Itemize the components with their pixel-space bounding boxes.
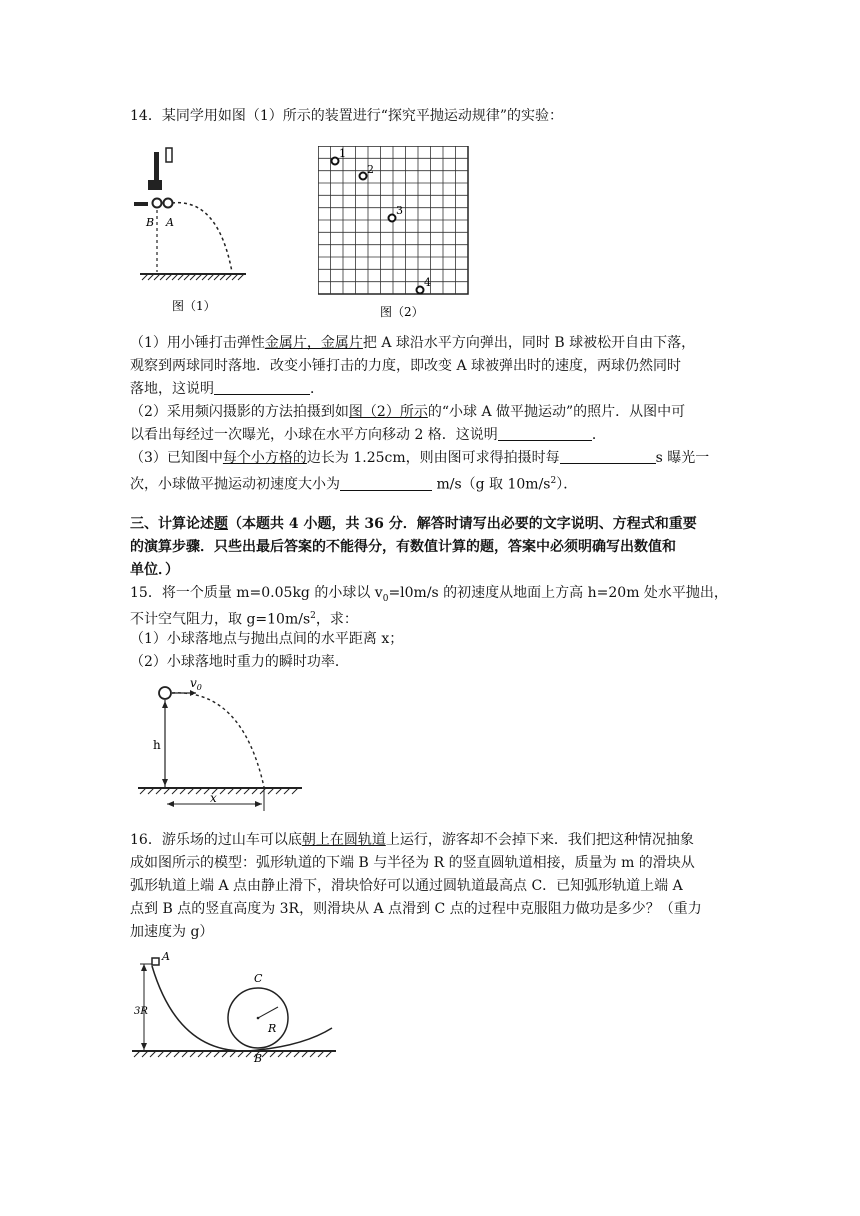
answer-blank[interactable] [498, 426, 592, 441]
fig1-label-b: B [146, 216, 155, 229]
fig2-point-4: 4 [424, 276, 431, 289]
q14-stem: 14．某同学用如图（1）所示的装置进行“探究平抛运动规律”的实验： [130, 108, 564, 124]
answer-blank[interactable] [214, 380, 310, 395]
section-3-heading-line1: 三、计算论述题（本题共 4 小题，共 36 分．解答时请写出必要的文字说明、方程式和重要 [130, 516, 697, 532]
q15-line2: 不计空气阻力，取 $g=10m/s^2$，求： [130, 611, 358, 628]
q16-figure [130, 950, 340, 1070]
fig2-point-2: 2 [367, 163, 374, 176]
answer-blank[interactable] [560, 449, 656, 464]
q16-point-a: A [162, 950, 170, 963]
q16-height-3r: 3R [134, 1006, 148, 1017]
q15-figure [130, 675, 310, 815]
q14-part1-line1: （1）用小锤打击弹性金属片，金属片把 A 球沿水平方向弹出，同时 B 球被松开自由下落， [130, 335, 696, 351]
q16-line2: 成如图所示的模型：弧形轨道的下端 B 与半径为 R 的竖直圆轨道相接，质量为 m 的滑块从 [130, 855, 695, 871]
q16-line3: 弧形轨道上端 A 点由静止滑下，滑块恰好可以通过圆轨道最高点 C．已知弧形轨道上端 A [130, 878, 683, 894]
q14-part3-line2: 次，小球做平抛运动初速度大小为 m/s（g 取 $10m/s^2$）． [130, 476, 578, 493]
fig2-caption: 图（2） [380, 305, 424, 319]
q14-part1-line3: 落地，这说明 ． [130, 381, 324, 397]
q15-line1: 15．将一个质量 m=0.05kg 的小球以 $v_0=l0m/s$ 的初速度从地面上方高 h=20m 处水平抛出， [130, 585, 728, 604]
q16-line4: 点到 B 点的竖直高度为 3R，则滑块从 A 点滑到 C 点的过程中克服阻力做功是多少？（重力 [130, 901, 702, 917]
section-3-heading-line3: 单位．） [130, 562, 179, 578]
answer-blank[interactable] [340, 476, 432, 491]
section-3-heading-line2: 的演算步骤．只些出最后答案的不能得分，有数值计算的题，答案中必须明确写出数值和 [130, 539, 676, 555]
q16-line5: 加速度为 g） [130, 924, 214, 940]
q16-point-b: B [254, 1052, 263, 1065]
q16-radius-r: R [268, 1022, 277, 1035]
fig2-point-1: 1 [339, 147, 346, 160]
q15-question-2: （2）小球落地时重力的瞬时功率． [130, 654, 349, 670]
q14-part2-line1: （2）采用频闪摄影的方法拍摄到如图（2）所示的“小球 A 做平抛运动”的照片．从图中可 [130, 404, 686, 420]
q14-part3-line1: （3）已知图中每个小方格的边长为 1.25cm，则由图可求得拍摄时每 s 曝光一 [130, 450, 710, 466]
fig2-point-3: 3 [396, 204, 403, 217]
q14-part2-line2: 以看出每经过一次曝光，小球在水平方向移动 2 格．这说明 ． [130, 427, 606, 443]
q15-h-label: h [153, 738, 161, 752]
figure-2 [318, 146, 478, 324]
q14-part1-line2: 观察到两球同时落地．改变小锤打击的力度，即改变 A 球被弹出时的速度，两球仍然同时 [130, 358, 682, 374]
q15-x-label: x [210, 791, 217, 805]
fig1-label-a: A [166, 216, 174, 229]
q16-point-c: C [254, 972, 263, 985]
figure-1 [128, 140, 248, 320]
q16-line1: 16．游乐场的过山车可以底朝上在圆轨道上运行，游客却不会掉下来．我们把这种情况抽象 [130, 832, 694, 848]
fig1-caption: 图（1） [172, 299, 216, 313]
q15-v0-label: $v_0$ [190, 676, 202, 692]
q15-question-1: （1）小球落地点与抛出点间的水平距离 x； [130, 631, 404, 647]
